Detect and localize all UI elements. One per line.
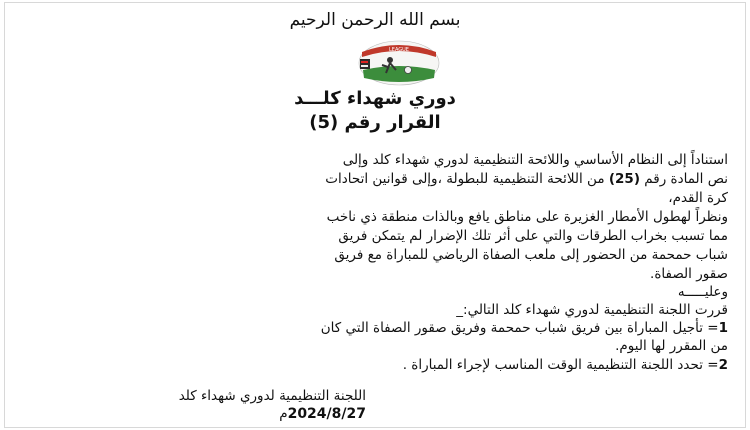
svg-text:LEAGUE: LEAGUE [389, 47, 409, 53]
body-line: كرة القدم، [668, 190, 728, 206]
body-line: من المقرر لها اليوم. [615, 338, 728, 354]
body-line: صقور الصفاة. [650, 266, 728, 282]
decision-title: القرار رقم (5) [309, 112, 441, 133]
body-line: وعليـــــه [677, 284, 728, 300]
league-name: دوري شهداء كلـــد [294, 88, 456, 109]
body-line: قررت اللجنة التنظيمية لدوري شهداء كلد التالي:_ [456, 302, 728, 318]
article-number: (25) [608, 171, 640, 187]
committee-signature: اللجنة التنظيمية لدوري شهداء كلد [178, 388, 366, 404]
decision-item-2: 2= تحدد اللجنة التنظيمية الوقت المناسب لإجراء المباراة . [402, 357, 728, 373]
body-line: استناداً إلى النظام الأساسي واللائحة التنظيمية لدوري شهداء كلد وإلى [342, 152, 728, 168]
decision-number: (5) [309, 112, 339, 133]
body-line: شباب حمحمة من الحضور إلى ملعب الصفاة الرياضي للمباراة مع فريق [334, 247, 728, 263]
body-line: نص المادة رقم (25) من اللائحة التنظيمية للبطولة ،وإلى قوانين اتحادات [325, 171, 728, 187]
body-line: مما تسبب بخراب الطرقات والتي على أثر تلك الإضرار لم يتمكن فريق [338, 228, 728, 244]
decision-item-1: 1= تأجيل المباراة بين فريق شباب حمحمة وفريق صقور الصفاة التي كان [320, 320, 728, 336]
body-line: ونظراً لهطول الأمطار الغزيرة على مناطق يافع وبالذات منطقة ذي ناخب [326, 209, 728, 225]
decision-date: 2024/8/27م [279, 406, 366, 422]
league-logo [358, 40, 440, 86]
basmala-heading: بسم الله الرحمن الرحيم [289, 10, 461, 30]
